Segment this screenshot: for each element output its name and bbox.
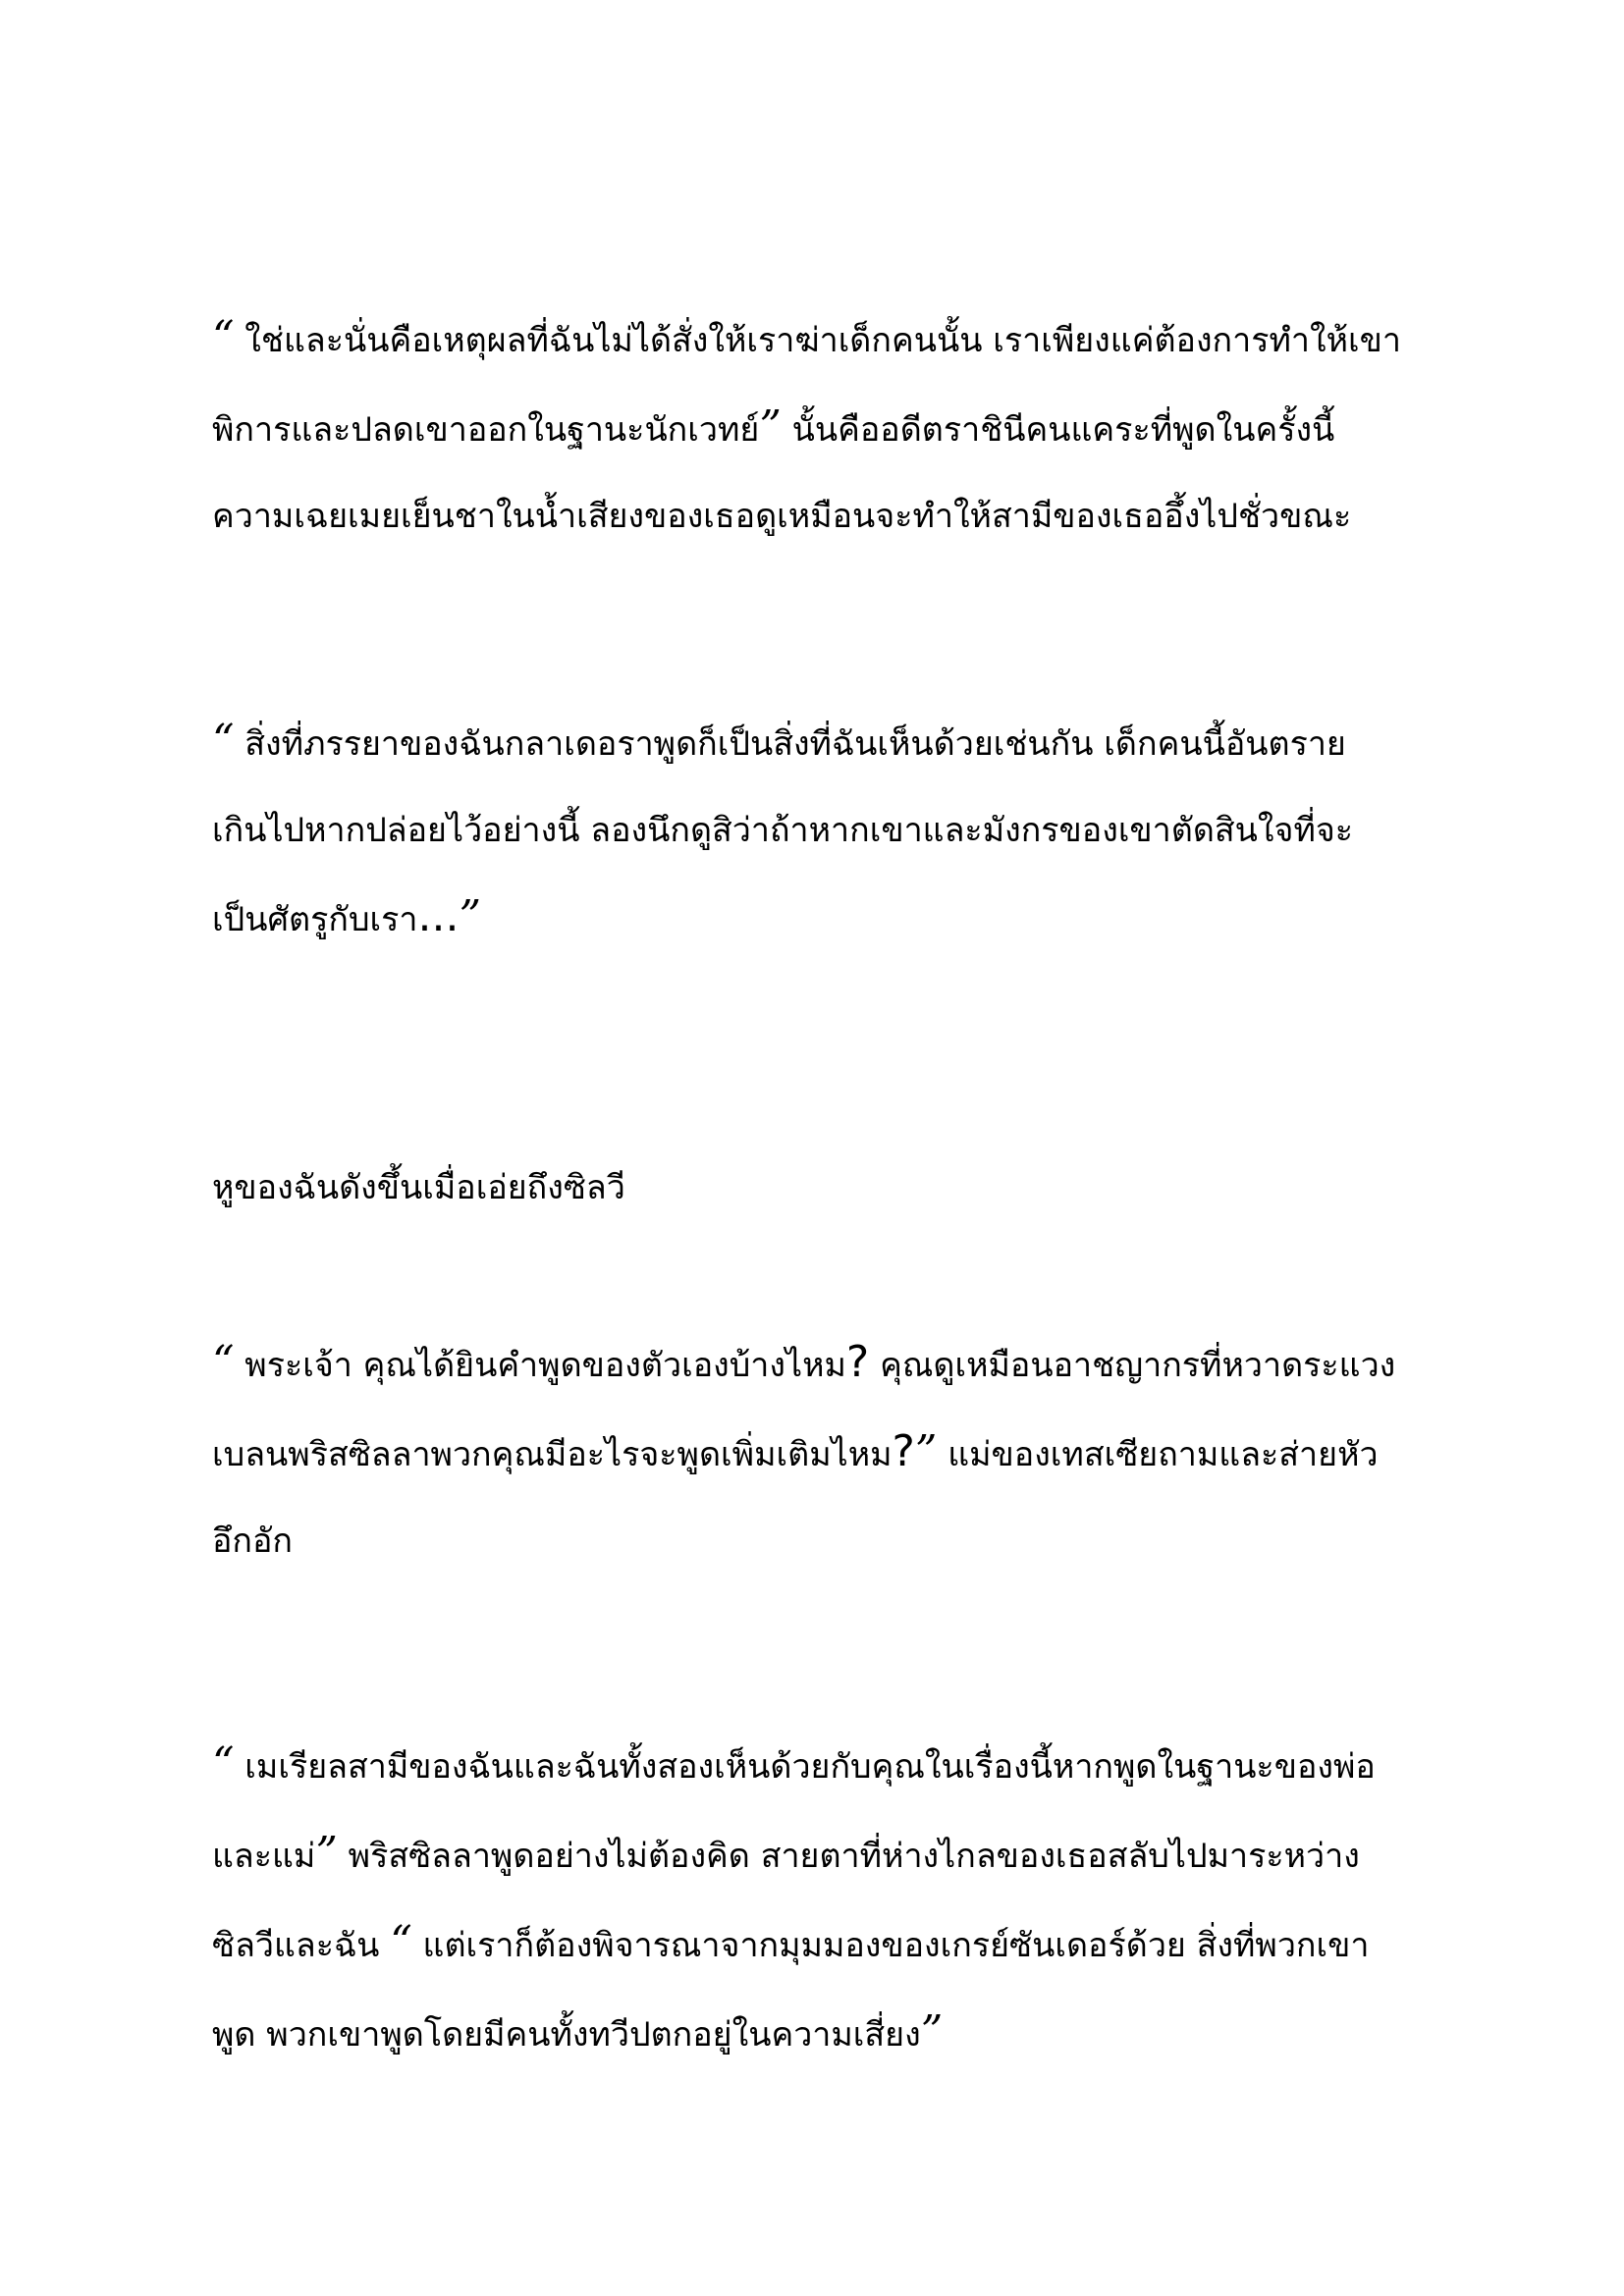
- text-line: [212, 1721, 1489, 1810]
- open-quote: “: [390, 1917, 412, 1967]
- text-line: [212, 787, 1489, 874]
- text-line: [212, 874, 1489, 963]
- close-quote: ”: [920, 2006, 944, 2056]
- close-quote: ”: [759, 401, 782, 452]
- text-line: [212, 1145, 1489, 1231]
- text-line: [212, 1498, 1489, 1584]
- open-quote: “: [212, 312, 235, 362]
- line-text: พระเจ้า คุณได้ยินคำพูดของตัวเองบ้างไหม: [234, 1346, 846, 1385]
- paragraph-3: [212, 1145, 1489, 1231]
- close-quote: ”: [914, 1426, 938, 1476]
- line-text: เบลนพริสซิลลาพวกคุณมีอะไรจะพูดเพิ่มเติมไหม: [212, 1435, 893, 1474]
- text-line: [212, 1319, 1489, 1409]
- line-text: ความเฉยเมยเย็นชาในน้ำเสียงของเธอดูเหมือนจะทำให้สามีของเธออึ้งไปชั่วขณะ: [212, 497, 1352, 536]
- paragraph-1: [212, 294, 1489, 560]
- text-line: [212, 1409, 1489, 1498]
- line-text: แต่เราก็ต้องพิจารณาจากมุมมองของเกรย์ซันเดอร์ด้วย สิ่งที่พวกเขา: [411, 1926, 1370, 1965]
- line-text: สิ่งที่ภรรยาของฉันกลาเดอราพูดก็เป็นสิ่งที่ฉันเห็นด้วยเช่นกัน เด็กคนนี้อันตราย: [234, 724, 1346, 764]
- paragraph-4: [212, 1319, 1489, 1584]
- open-quote: “: [212, 1738, 235, 1789]
- text-line: [212, 1810, 1489, 1899]
- text-line: [212, 698, 1489, 787]
- line-text: เกินไปหากปล่อยไว้อย่างนี้ ลองนึกดูสิว่าถ้าหากเขาและมังกรของเขาตัดสินใจที่จะ: [212, 811, 1354, 850]
- question-mark: ?: [892, 1426, 915, 1476]
- question-mark: ?: [845, 1337, 870, 1387]
- text-line: [212, 473, 1489, 560]
- line-text: คุณดูเหมือนอาชญากรที่หวาดระแวง: [869, 1346, 1396, 1385]
- line-text: พิการและปลดเขาออกในฐานะนักเวทย์: [212, 410, 760, 450]
- text-line: [212, 384, 1489, 473]
- close-quote: ”: [315, 1828, 338, 1878]
- line-text: นั้นคืออดีตราชินีคนแคระที่พูดในครั้งนี้: [781, 410, 1335, 450]
- line-text: เป็นศัตรูกับเรา: [212, 900, 418, 939]
- line-text: อึกอัก: [212, 1522, 294, 1561]
- line-text: หูของฉันดังขึ้นเมื่อเอ่ยถึงซิลวี: [212, 1168, 625, 1207]
- line-text: และแม่: [212, 1837, 316, 1876]
- text-line: [212, 294, 1489, 384]
- line-text: ใช่และนั่นคือเหตุผลที่ฉันไม่ได้สั่งให้เราฆ่าเด็กคนนั้น เราเพียงแค่ต้องการทำให้เขา: [234, 321, 1401, 360]
- line-text: เมเรียลสามีของฉันและฉันทั้งสองเห็นด้วยกับคุณในเรื่องนี้หากพูดในฐานะของพ่อ: [234, 1747, 1376, 1787]
- line-text: แม่ของเทสเซียถามและส่ายหัว: [937, 1435, 1379, 1474]
- text-line: [212, 1899, 1489, 1989]
- paragraph-5: [212, 1721, 1489, 2078]
- close-quote: ”: [459, 891, 481, 941]
- open-quote: “: [212, 1337, 235, 1387]
- line-text: พูด พวกเขาพูดโดยมีคนทั้งทวีปตกอยู่ในความเสี่ยง: [212, 2015, 921, 2055]
- text-line: [212, 1989, 1489, 2078]
- line-text: พริสซิลลาพูดอย่างไม่ต้องคิด สายตาที่ห่างไกลของเธอสลับไปมาระหว่าง: [337, 1837, 1360, 1876]
- paragraph-2: [212, 698, 1489, 963]
- open-quote: “: [212, 716, 235, 766]
- ellipsis: ...: [417, 891, 460, 941]
- line-text: ซิลวีและฉัน: [212, 1926, 391, 1965]
